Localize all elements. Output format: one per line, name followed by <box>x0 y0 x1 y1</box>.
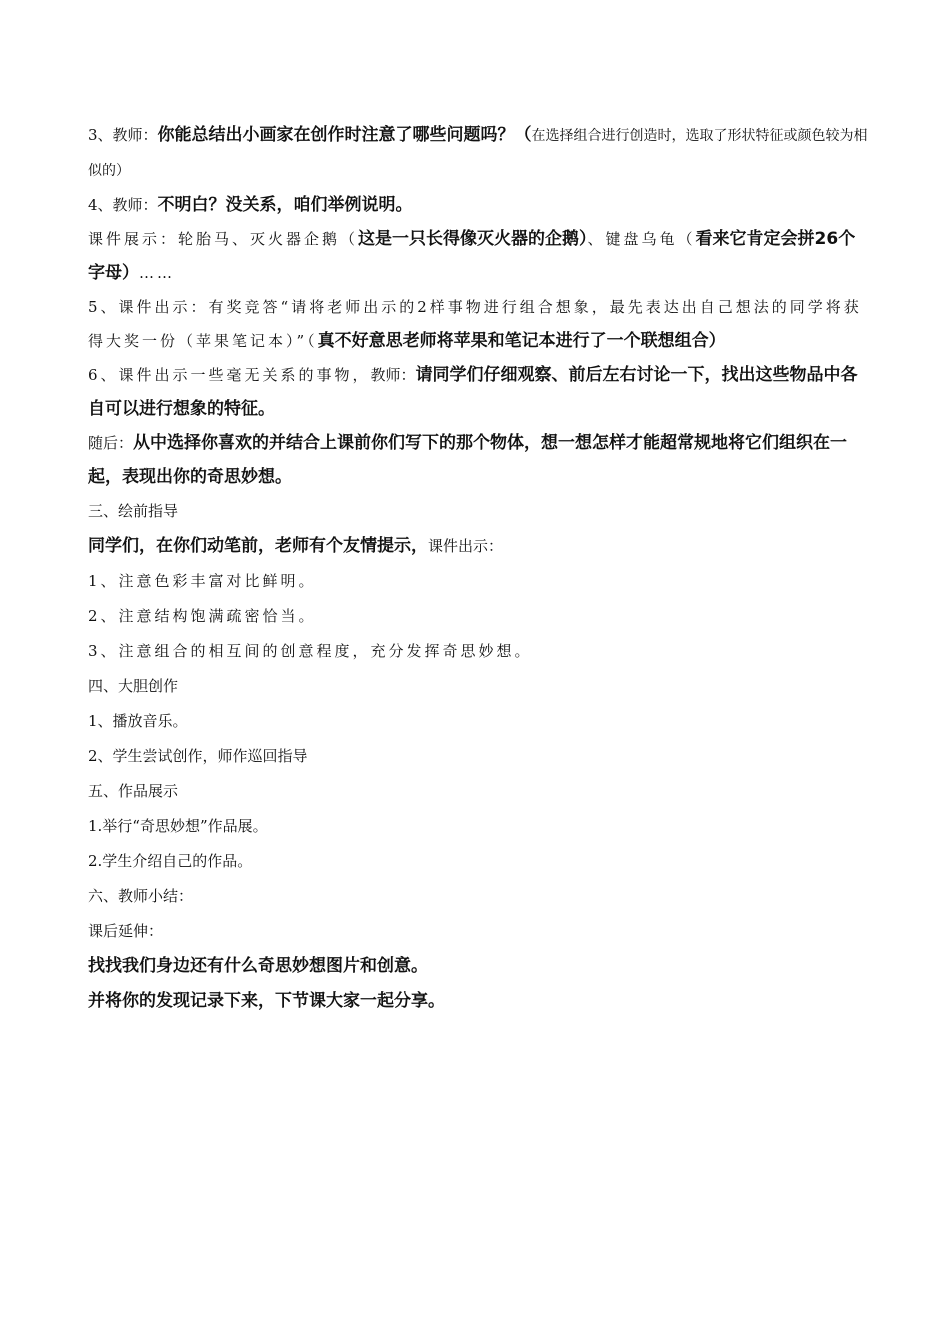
section-3-heading: 三、绘前指导 <box>88 502 179 520</box>
extension-label: 课后延伸： <box>88 922 164 940</box>
extension-line-1: 找找我们身边还有什么奇思妙想图片和创意。 <box>88 956 428 976</box>
item-4-prefix: 4、教师： <box>88 196 158 214</box>
show-end: …… <box>139 264 175 282</box>
item-4-text: 不明白？没关系，咱们举例说明。 <box>157 195 413 215</box>
tip-2: 2、注意结构饱满疏密恰当。 <box>88 607 317 625</box>
section-4-heading: 四、大胆创作 <box>88 677 179 695</box>
item-4 <box>88 188 868 222</box>
item-5-text: 5、课件出示：有奖竞答“请将老师出示的2样事物进行组合想象，最先表达出自己想法的同学将获得大奖一份（苹果笔记本）”（ <box>88 298 862 350</box>
show-bold-2: 看来它肯定会拼26个字母） <box>88 229 856 283</box>
extension-line-2: 并将你的发现记录下来，下节课大家一起分享。 <box>88 991 445 1011</box>
item-3-prefix: 3、教师： <box>88 126 158 144</box>
section-6-heading: 六、教师小结： <box>88 887 194 905</box>
document-body <box>88 118 868 1019</box>
section-5-heading: 五、作品展示 <box>88 782 179 800</box>
then-prefix: 随后： <box>88 434 134 452</box>
show-prefix: 课件展示：轮胎马、灭火器企鹅（ <box>88 230 359 248</box>
show-bold-1: 这是一只长得像灭火器的企鹅） <box>358 229 588 249</box>
section-5-line-1: 1.举行“奇思妙想”作品展。 <box>88 817 268 835</box>
section-5-line-2: 2.学生介绍自己的作品。 <box>88 852 253 870</box>
item-6-prefix: 6、课件出示一些毫无关系的事物， <box>88 366 371 384</box>
item-6-mid: 教师： <box>370 366 416 384</box>
section-3-intro <box>88 529 868 564</box>
courseware-show <box>88 222 868 290</box>
section-3-intro-bold: 同学们，在你们动笔前，老师有个友情提示， <box>88 536 428 556</box>
tip-1: 1、注意色彩丰富对比鲜明。 <box>88 572 317 590</box>
item-5-bold: 真不好意思老师将苹果和笔记本进行了一个联想组合） <box>317 331 726 351</box>
section-3-intro-end: 课件出示： <box>428 537 504 555</box>
tip-3: 3、注意组合的相互间的创意程度，充分发挥奇思妙想。 <box>88 642 533 660</box>
show-mid: 、键盘乌龟（ <box>587 230 696 248</box>
item-3 <box>88 118 868 188</box>
item-3-note: 在选择组合进行创造时，选取了形状特征或颜色较为相似的） <box>88 128 868 179</box>
item-5 <box>88 290 868 358</box>
then-paragraph <box>88 426 868 494</box>
then-bold: 从中选择你喜欢的并结合上课前你们写下的那个物体，想一想怎样才能超常规地将它们组织在一起，表现出你的奇思妙想。 <box>88 433 848 487</box>
item-3-question: 你能总结出小画家在创作时注意了哪些问题吗？（ <box>157 125 532 145</box>
section-4-line-1: 1、播放音乐。 <box>88 712 188 730</box>
item-6 <box>88 358 868 426</box>
item-6-bold: 请同学们仔细观察、前后左右讨论一下，找出这些物品中各自可以进行想象的特征。 <box>88 365 858 419</box>
section-4-line-2: 2、学生尝试创作，师作巡回指导 <box>88 747 308 765</box>
